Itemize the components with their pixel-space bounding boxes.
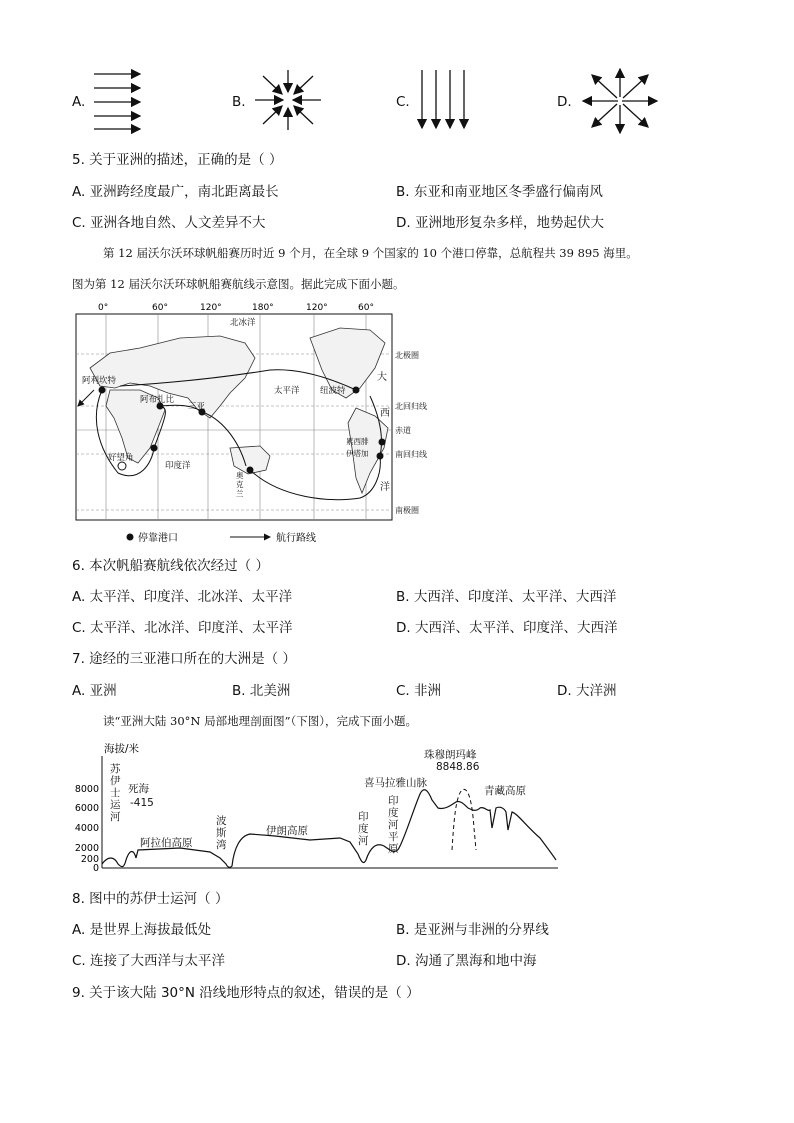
- cape-of-good-hope-marker: [118, 462, 126, 470]
- tibetan-plateau-label: 青藏高原: [484, 785, 526, 797]
- option-a-label: A.: [72, 94, 86, 110]
- label-abu-dhabi: 阿布扎比: [140, 395, 175, 405]
- label-atlantic-3: 洋: [380, 482, 390, 493]
- tick-60w: 60°: [358, 303, 374, 313]
- sailing-route-map: [70, 298, 440, 548]
- q8-option-d[interactable]: D. 沟通了黑海和地中海: [396, 953, 537, 969]
- label-itajai: 伊塔加: [346, 449, 369, 458]
- ytick-8000: 8000: [74, 784, 99, 795]
- suez-1: 苏: [110, 763, 121, 775]
- q6-option-a[interactable]: A. 太平洋、印度洋、北冰洋、太平洋: [72, 589, 293, 605]
- q6-option-d[interactable]: D. 大西洋、太平洋、印度洋、大西洋: [396, 620, 618, 636]
- q7-option-b[interactable]: B. 北美洲: [232, 683, 291, 699]
- suez-5: 河: [110, 811, 121, 823]
- port-auckland: [247, 467, 254, 474]
- legend-port-dot: [127, 534, 134, 541]
- indus-plain-2: 度: [388, 807, 399, 819]
- dead-sea-value: -415: [130, 797, 154, 809]
- intro-profile-paragraph: 读“亚洲大陆 30°N 局部地理剖面图”（下图），完成下面小题。: [103, 714, 418, 728]
- q5-option-a[interactable]: A. 亚洲跨经度最广，南北距离最长: [72, 184, 279, 200]
- q7-option-c[interactable]: C. 非洲: [396, 683, 442, 699]
- q8-option-a[interactable]: A. 是世界上海拔最低处: [72, 922, 212, 938]
- indus-1: 印: [358, 811, 369, 823]
- persian-3: 湾: [216, 839, 227, 851]
- suez-4: 运: [110, 799, 121, 811]
- profile-30n-diagram: [70, 738, 570, 878]
- indus-plain-5: 原: [388, 843, 399, 855]
- persian-2: 斯: [216, 827, 227, 839]
- question-5-stem: 5. 关于亚洲的描述，正确的是（ ）: [72, 152, 283, 168]
- label-indian-ocean: 印度洋: [165, 461, 191, 471]
- suez-3: 士: [110, 787, 121, 799]
- label-recife: 累西腓: [346, 437, 369, 446]
- option-c-label: C.: [396, 94, 410, 110]
- parallel-down-arrows-icon: [414, 68, 474, 134]
- label-alicante: 阿利坎特: [82, 376, 117, 386]
- ytick-0: 0: [92, 863, 99, 874]
- question-7-stem: 7. 途经的三亚港口所在的大洲是（ ）: [72, 651, 296, 667]
- converging-arrows-icon: [253, 68, 323, 132]
- indus-plain-1: 印: [388, 795, 399, 807]
- tick-60e: 60°: [152, 303, 168, 313]
- tick-180: 180°: [252, 303, 274, 313]
- q5-option-d[interactable]: D. 亚洲地形复杂多样，地势起伏大: [396, 215, 604, 231]
- label-sanya: 三亚: [188, 402, 206, 412]
- q7-option-d[interactable]: D. 大洋洲: [557, 683, 617, 699]
- profile-ylabel: 海拔/米: [104, 743, 140, 755]
- persian-1: 波: [216, 815, 227, 827]
- label-atlantic-2: 西: [380, 408, 390, 419]
- option-b-label: B.: [232, 94, 246, 110]
- port-cape-town: [151, 445, 158, 452]
- label-auckland-3: 兰: [236, 489, 244, 498]
- indus-plain-4: 平: [388, 831, 399, 843]
- port-itajai: [377, 453, 384, 460]
- label-equator: 赤道: [395, 426, 411, 435]
- dead-sea-label: 死海: [128, 783, 149, 795]
- intro-paragraph-line-1: 第 12 届沃尔沃环球帆船赛历时近 9 个月，在全球 9 个国家的 10 个港口停靠，总航程共 39 895 海里。: [103, 246, 638, 260]
- iranian-plateau-label: 伊朗高原: [266, 825, 308, 837]
- ytick-6000: 6000: [74, 803, 99, 814]
- label-tropic-of-capricorn: 南回归线: [395, 450, 427, 459]
- arabian-plateau-label: 阿拉伯高原: [140, 837, 193, 849]
- indus-3: 河: [358, 835, 369, 847]
- label-auckland-2: 克: [236, 480, 244, 489]
- label-newport: 纽波特: [320, 386, 346, 396]
- intro-paragraph-line-2: 图为第 12 届沃尔沃环球帆船赛航线示意图。据此完成下面小题。: [72, 277, 405, 291]
- tick-120e: 120°: [200, 303, 222, 313]
- port-alicante: [99, 387, 106, 394]
- everest-value: 8848.86: [436, 761, 480, 773]
- label-antarctic-circle: 南极圈: [395, 506, 419, 515]
- q5-option-b[interactable]: B. 东亚和南亚地区冬季盛行偏南风: [396, 184, 603, 200]
- legend-port-label: 停靠港口: [138, 533, 178, 544]
- diverging-arrows-icon: [580, 66, 660, 136]
- label-cape-of-good-hope: 好望角: [108, 453, 134, 463]
- label-pacific-ocean: 太平洋: [274, 386, 300, 396]
- q6-option-b[interactable]: B. 大西洋、印度洋、太平洋、大西洋: [396, 589, 617, 605]
- indus-plain-3: 河: [388, 819, 399, 831]
- tick-120w: 120°: [306, 303, 328, 313]
- parallel-right-arrows-icon: [92, 66, 148, 136]
- ytick-2000: 2000: [74, 843, 99, 854]
- question-9-stem: 9. 关于该大陆 30°N 沿线地形特点的叙述，错误的是（ ）: [72, 985, 420, 1001]
- question-6-stem: 6. 本次帆船赛航线依次经过（ ）: [72, 558, 269, 574]
- option-d-label: D.: [557, 94, 572, 110]
- label-arctic-circle: 北极圈: [395, 351, 419, 360]
- question-8-stem: 8. 图中的苏伊士运河（ ）: [72, 891, 229, 907]
- everest-label: 珠穆朗玛峰: [424, 749, 477, 761]
- label-auckland-1: 奥: [236, 471, 244, 480]
- suez-2: 伊: [110, 775, 121, 787]
- terrain-profile-line: [102, 790, 556, 868]
- indus-2: 度: [358, 823, 369, 835]
- q6-option-c[interactable]: C. 太平洋、北冰洋、印度洋、太平洋: [72, 620, 293, 636]
- legend-route-label: 航行路线: [276, 533, 316, 544]
- himalaya-label: 喜马拉雅山脉: [364, 777, 427, 789]
- ytick-4000: 4000: [74, 823, 99, 834]
- port-recife: [379, 439, 386, 446]
- label-arctic-ocean: 北冰洋: [230, 318, 256, 328]
- q8-option-c[interactable]: C. 连接了大西洋与太平洋: [72, 953, 226, 969]
- tick-0: 0°: [98, 303, 109, 313]
- ytick-200: 200: [80, 854, 99, 865]
- label-atlantic-1: 大: [377, 372, 387, 383]
- q8-option-b[interactable]: B. 是亚洲与非洲的分界线: [396, 922, 549, 938]
- q7-option-a[interactable]: A. 亚洲: [72, 683, 117, 699]
- label-tropic-of-cancer: 北回归线: [395, 402, 427, 411]
- port-newport: [353, 387, 360, 394]
- everest-dashed-outline: [452, 789, 476, 850]
- q5-option-c[interactable]: C. 亚洲各地自然、人文差异不大: [72, 215, 266, 231]
